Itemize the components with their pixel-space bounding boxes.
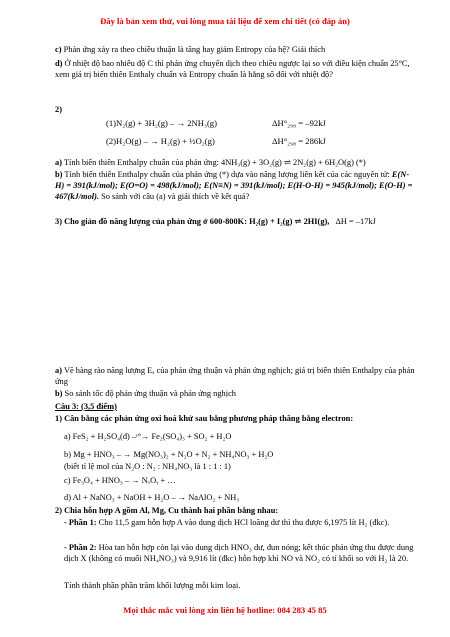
reaction-b-note: (biết tỉ lệ mol của N₂O : N₂ : NH₄NO₃ là 1 : 1 : 1) xyxy=(64,462,231,471)
footer-hotline: Mọi thắc mắc vui lòng xin liên hệ hotline: 084 283 45 85 xyxy=(123,605,327,615)
q-d-label: d) xyxy=(55,59,63,68)
cau-3-part-2: 2) Chia hỗn hợp A gồm Al, Mg, Cu thành hai phần bằng nhau: xyxy=(55,506,279,515)
equation-2-enthalpy: ΔH°₂₉₈ = 286kJ xyxy=(272,136,326,146)
q-c-label: c) xyxy=(55,45,62,54)
cau-3-part-1: 1) Cân bằng các phản ứng oxi hoá khử sau bằng phương pháp thăng bằng electron: xyxy=(55,414,354,423)
header-notice: Đây là bản xem thử, vui lòng mua tài liệu để xem chi tiết (có đáp án) xyxy=(100,16,350,26)
q3-enthalpy: ΔH = –17kJ xyxy=(335,217,376,226)
question-3a xyxy=(55,365,415,387)
equation-1-enthalpy: ΔH°₂₉₈ = –92kJ xyxy=(272,118,326,128)
q3a-label: a) xyxy=(55,366,62,375)
part-2 xyxy=(64,542,416,564)
reaction-d: d) Al + NaNO₃ + NaOH + H₂O – → NaAlO₂ + NH₃ xyxy=(64,493,240,502)
q-d-text: Ở nhiệt độ bao nhiêu độ C thì phản ứng chuyển dịch theo chiều ngược lại so với điều kiện chuẩn 25°C, xem giá trị biến thiên Enthaly chuẩn và Entropy chuẩn là hằng số đối với nhiệt độ? xyxy=(55,59,410,80)
q2b-label: b) xyxy=(55,170,63,179)
cau-3-heading: Câu 3: (3,5 điểm) xyxy=(55,402,117,411)
question-3b xyxy=(55,388,415,399)
q2a-text: Tính biến thiên Enthalpy chuẩn của phản ứng: 4NH₃(g) + 3O₂(g) ⇌ 2N₂(g) + 6H₂O(g) (*) xyxy=(63,158,366,167)
q2a-label: a) xyxy=(55,158,62,167)
question-2b xyxy=(55,169,415,203)
question-1c xyxy=(55,44,415,55)
q-c-text: Phản ứng xảy ra theo chiều thuận là tăng hay giảm Entropy của hệ? Giải thích xyxy=(63,45,326,54)
equation-1: (1)N₂(g) + 3H₂(g) – → 2NH₃(g) xyxy=(106,118,217,128)
question-3 xyxy=(55,216,415,227)
question-2a xyxy=(55,157,415,168)
q3-text: 3) Cho giản đồ năng lượng của phản ứng ở 600-800K: H₂(g) + I₂(g) ⇌ 2HI(g), xyxy=(55,217,330,226)
part-2-label: - Phần 2: xyxy=(64,543,97,552)
part-1-text: Cho 11,5 gam hỗn hợp A vào dung dịch HCl loãng dư thì thu được 6,1975 lít H₂ (đkc). xyxy=(98,518,390,527)
q2b-end: So sánh với câu (a) và giải thích về kết quả? xyxy=(101,192,250,202)
q3b-text: So sánh tốc độ phản ứng thuận và phản ứng nghịch xyxy=(64,389,236,398)
equation-2: (2)H₂O(g) – → H₂(g) + ½O₂(g) xyxy=(106,136,215,146)
question-1d xyxy=(55,58,415,80)
part-1 xyxy=(64,517,416,528)
q3a-text: Vẽ hàng rào năng lượng Eₐ của phản ứng thuận và phản ứng nghịch; giá trị biến thiên Enthalpy của phản ứng xyxy=(55,366,415,387)
q2b-text: Tính biến thiên Enthalpy chuẩn của phản ứng (*) dựa vào năng lượng liên kết của các nguyên tử: xyxy=(64,170,390,179)
reaction-c: c) Fe₃O₄ + HNO₃ – → NₓOᵧ + … xyxy=(64,476,176,485)
question-2-label: 2) xyxy=(55,105,62,114)
reaction-b: b) Mg + HNO₃ – → Mg(NO₃)₂ + N₂O + N₂ + NH₄NO₃ + H₂O xyxy=(64,450,274,459)
reaction-a: a) FeS₂ + H₂SO₄(đ) –ᵗ°→ Fe₂(SO₄)₃ + SO₂ + H₂O xyxy=(64,432,232,441)
final-question: Tính thành phần phần trăm khối lượng mỗi kim loại. xyxy=(64,581,241,590)
part-2-text: Hòa tan hỗn hợp còn lại vào dung dịch HNO₃ dư, đun nóng; kết thúc phản ứng thu được dung dịch X (không có muối NH₄NO₃) và 9,916 lít (đkc) hỗn hợp khí NO và NO₂ có tỉ khối so với H₂ là 20. xyxy=(64,543,414,564)
q2b-bond-energies: E(N-H) = 391(kJ/mol); E(O=O) = 498(kJ/mol); E(N≡N) = 391(kJ/mol); E(H-O-H) = 945(kJ/mol); E(O-H) = 467(kJ/mol). xyxy=(55,170,413,202)
part-1-label: - Phần 1: xyxy=(64,518,97,527)
q3b-label: b) xyxy=(55,389,63,398)
